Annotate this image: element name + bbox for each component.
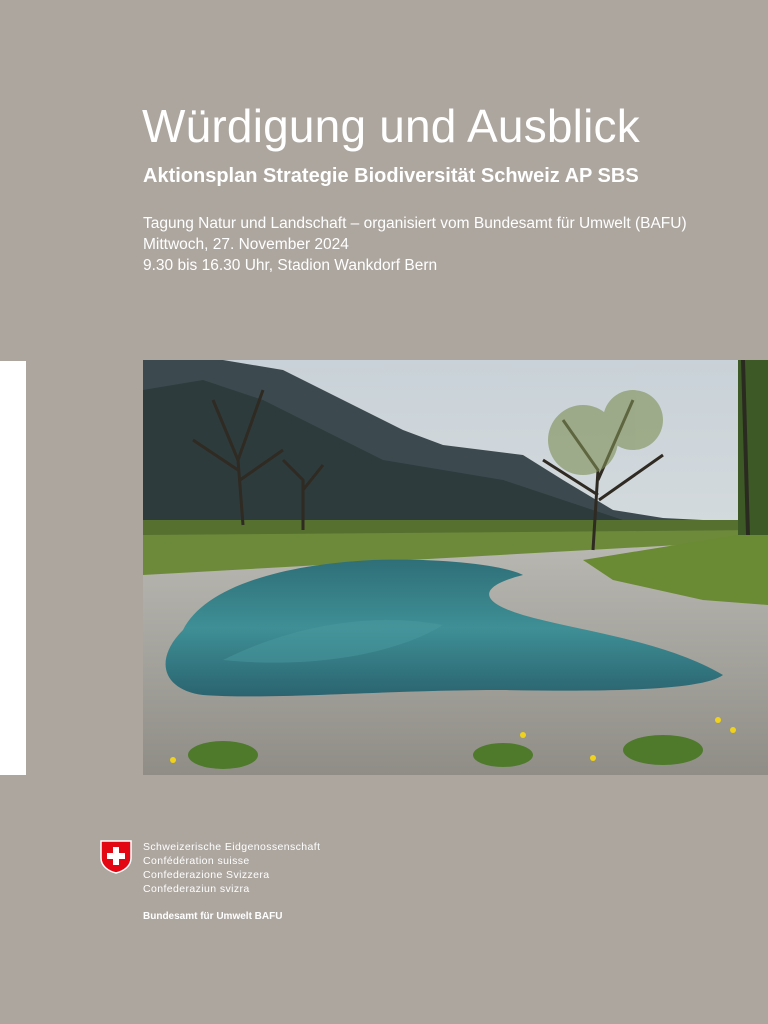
swiss-cross-shield-icon: [100, 840, 132, 874]
event-info: [143, 213, 687, 276]
confederation-name-it: Confederazione Svizzera: [143, 869, 270, 881]
confederation-name-fr: Confédération suisse: [143, 855, 250, 867]
page-subtitle: Aktionsplan Strategie Biodiversität Schweiz AP SBS: [143, 165, 639, 187]
confederation-name-rm: Confederaziun svizra: [143, 883, 250, 895]
confederation-names: [143, 840, 320, 896]
event-line: Tagung Natur und Landschaft – organisiert vom Bundesamt für Umwelt (BAFU): [143, 215, 687, 232]
confederation-name-de: Schweizerische Eidgenossenschaft: [143, 841, 321, 853]
time-location-line: 9.30 bis 16.30 Uhr, Stadion Wankdorf Bern: [143, 257, 438, 274]
office-name: Bundesamt für Umwelt BAFU: [143, 911, 283, 922]
cover-photo: [143, 360, 768, 775]
date-line: Mittwoch, 27. November 2024: [143, 236, 349, 253]
page-title: Würdigung und Ausblick: [142, 100, 640, 152]
decorative-white-bar: [0, 361, 26, 775]
